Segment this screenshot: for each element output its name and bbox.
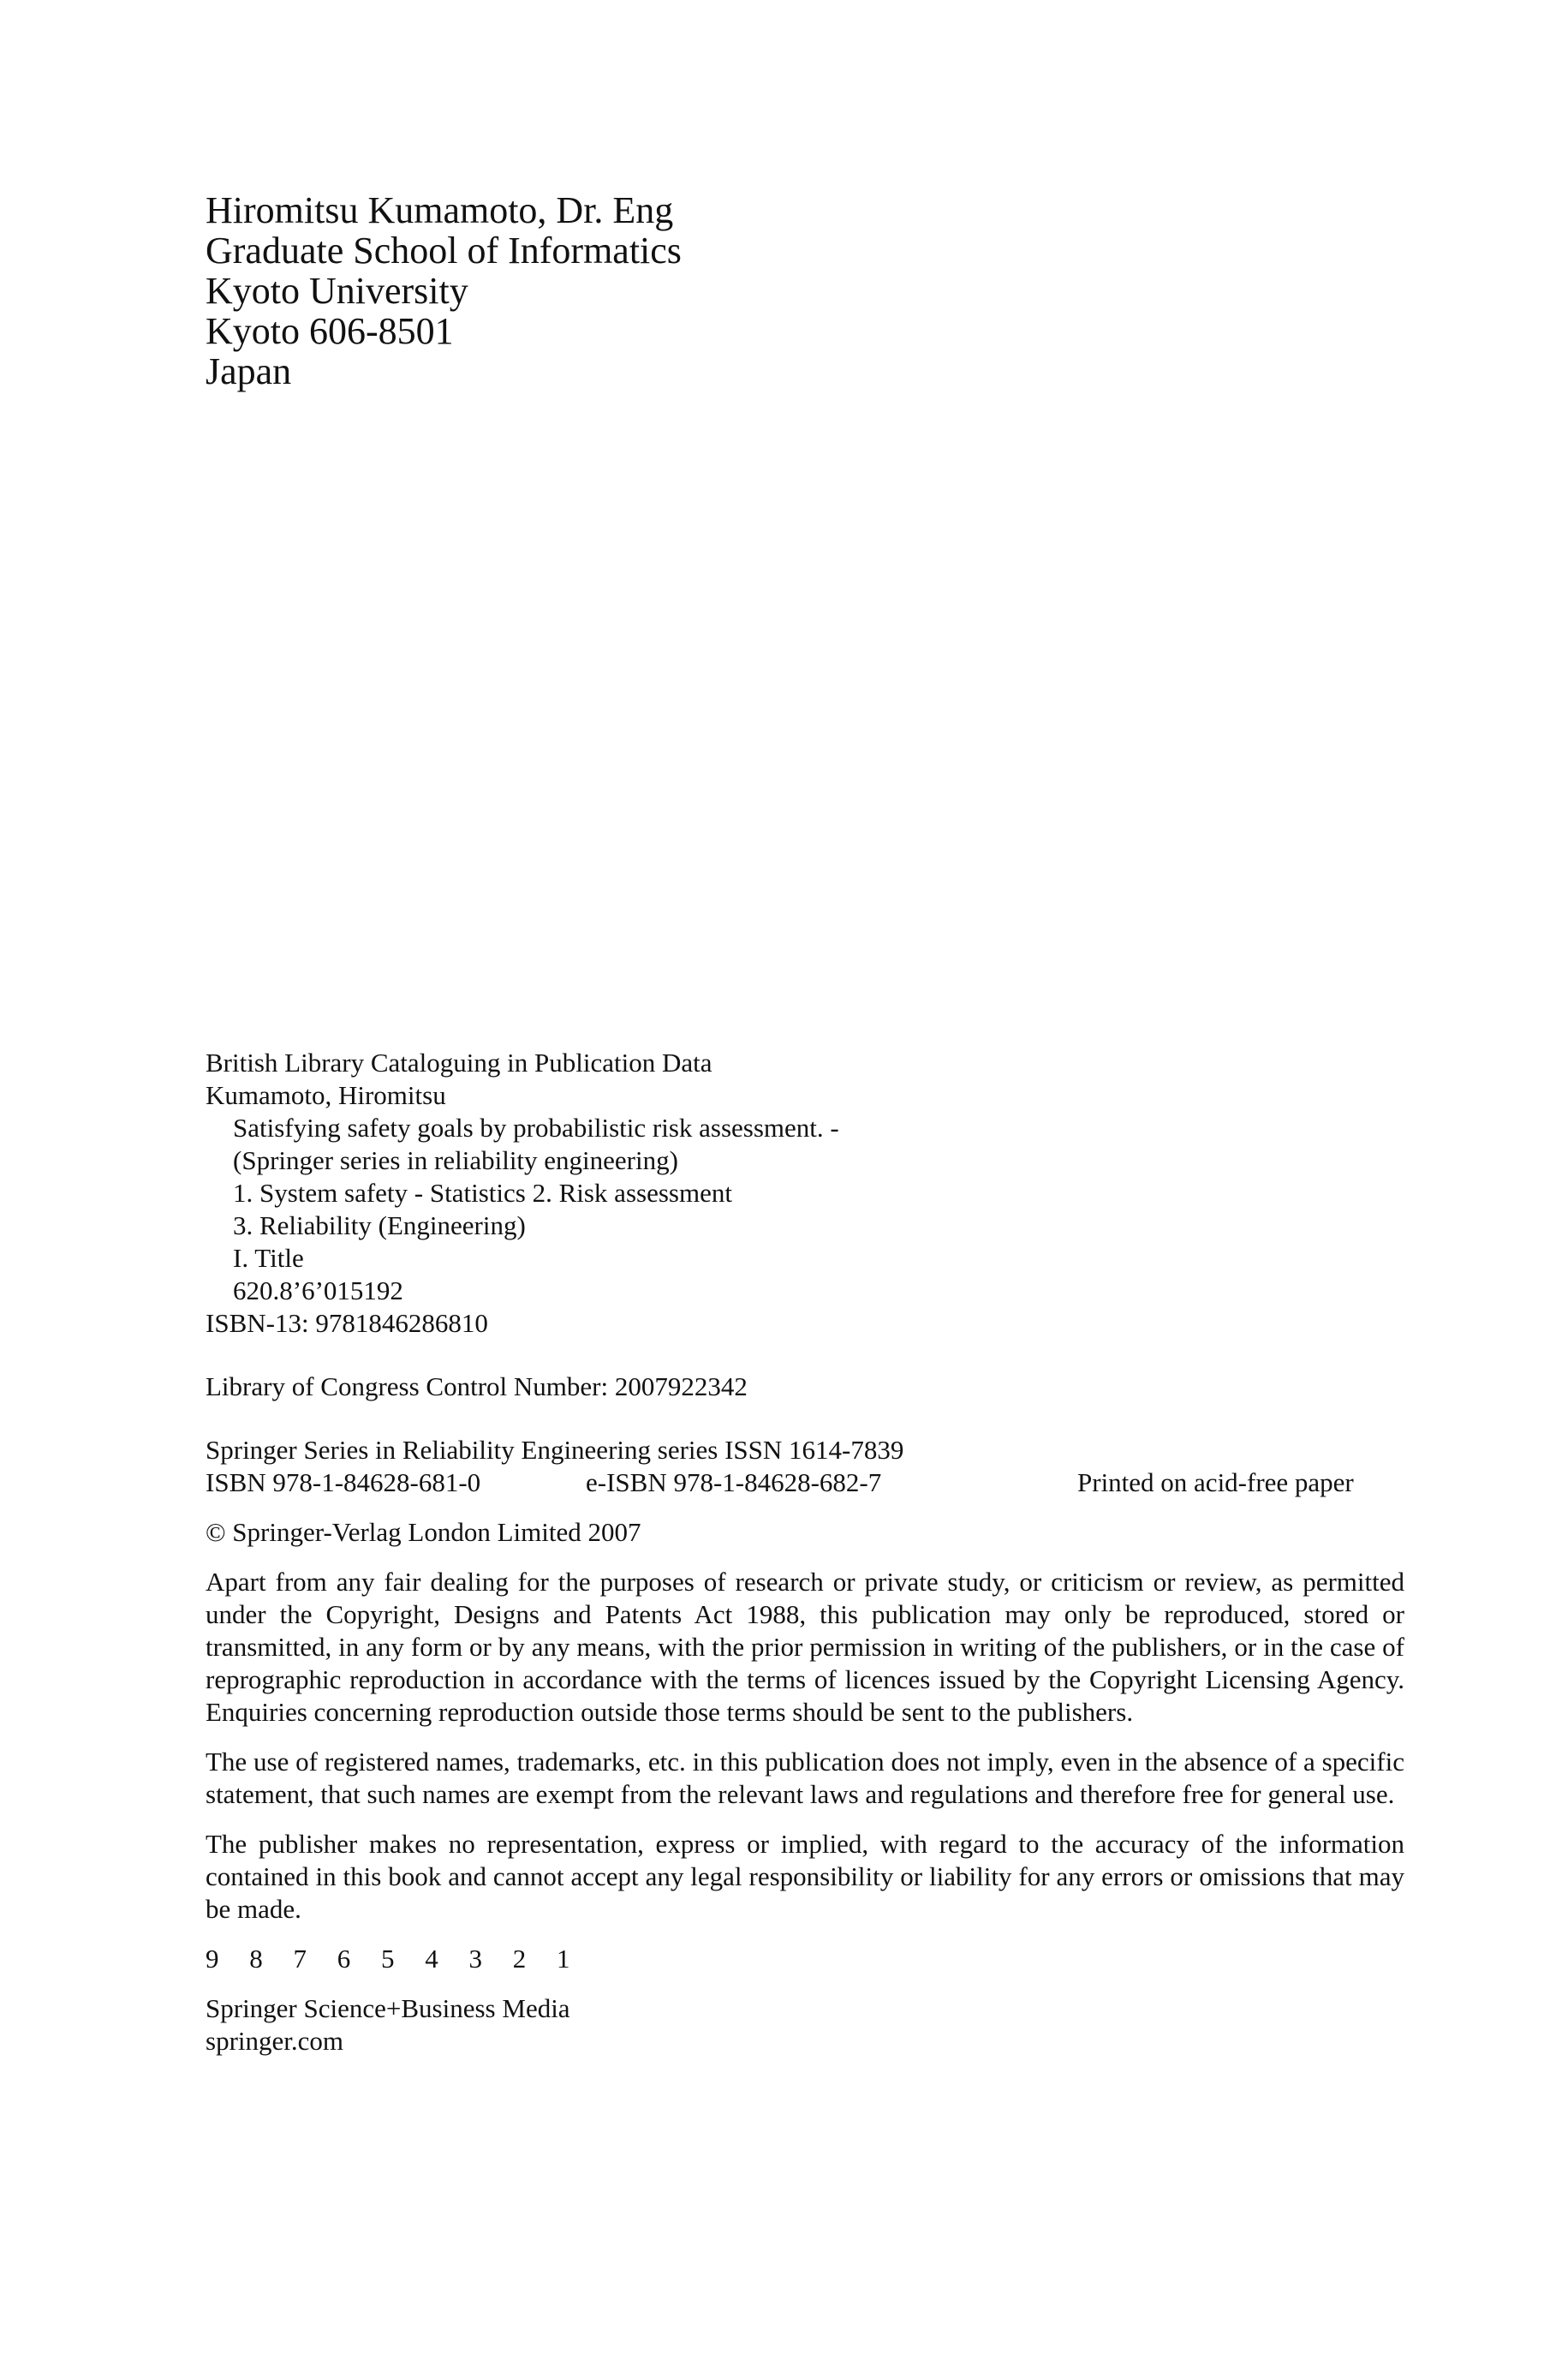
publisher-name: Springer Science+Business Media	[206, 1993, 570, 2023]
series-issn: Springer Series in Reliability Engineering series ISSN 1614-7839	[206, 1435, 904, 1465]
cip-line: I. Title	[233, 1243, 304, 1273]
print-isbn: ISBN 978-1-84628-681-0	[206, 1467, 481, 1497]
cip-line: (Springer series in reliability engineering)	[233, 1145, 678, 1175]
author-department: Graduate School of Informatics	[206, 230, 682, 272]
author-university: Kyoto University	[206, 270, 468, 312]
author-address-block	[206, 190, 682, 391]
cip-line: 1. System safety - Statistics 2. Risk assessment	[233, 1178, 732, 1208]
author-name: Hiromitsu Kumamoto, Dr. Eng	[206, 189, 674, 231]
author-city: Kyoto 606-8501	[206, 310, 454, 352]
cip-isbn13: ISBN-13: 9781846286810	[206, 1308, 488, 1338]
trademark-paragraph: The use of registered names, trademarks, etc. in this publication does not imply, even in the absence of a specific statement, that such names are exempt from the relevant laws and regulations and therefore free for general use.	[206, 1747, 1404, 1809]
cip-heading: British Library Cataloguing in Publication Data	[206, 1048, 712, 1078]
cip-line: 620.8’6’015192	[233, 1275, 403, 1305]
imprint-block	[206, 1047, 1404, 2057]
acid-free-note: Printed on acid-free paper	[1077, 1467, 1354, 1497]
author-country: Japan	[206, 350, 292, 392]
printing-line: 9 8 7 6 5 4 3 2 1	[206, 1944, 582, 1974]
cip-line: 3. Reliability (Engineering)	[233, 1210, 526, 1240]
rights-paragraph: Apart from any fair dealing for the purposes of research or private study, or criticism or review, as permitted under the Copyright, Designs and Patents Act 1988, this publication may only be reproduced, stored or transmitted, in any form or by any means, with the prior permission in writing of the publishers, or in the case of reprographic reproduction in accordance with the terms of licences issued by the Copyright Licensing Agency. Enquiries concerning reproduction outside those terms should be sent to the publishers.	[206, 1567, 1404, 1727]
loc-control-number: Library of Congress Control Number: 2007922342	[206, 1371, 748, 1401]
e-isbn: e-ISBN 978-1-84628-682-7	[586, 1467, 882, 1497]
publisher-url: springer.com	[206, 2026, 343, 2056]
cip-author: Kumamoto, Hiromitsu	[206, 1080, 446, 1110]
disclaimer-paragraph: The publisher makes no representation, express or implied, with regard to the accuracy of the information contained in this book and cannot accept any legal responsibility or liability for any errors or omissions that may be made.	[206, 1829, 1404, 1924]
copyright-notice: © Springer-Verlag London Limited 2007	[206, 1517, 641, 1547]
isbn-row	[206, 1466, 1404, 1499]
cip-line: Satisfying safety goals by probabilistic risk assessment. -	[233, 1113, 839, 1143]
